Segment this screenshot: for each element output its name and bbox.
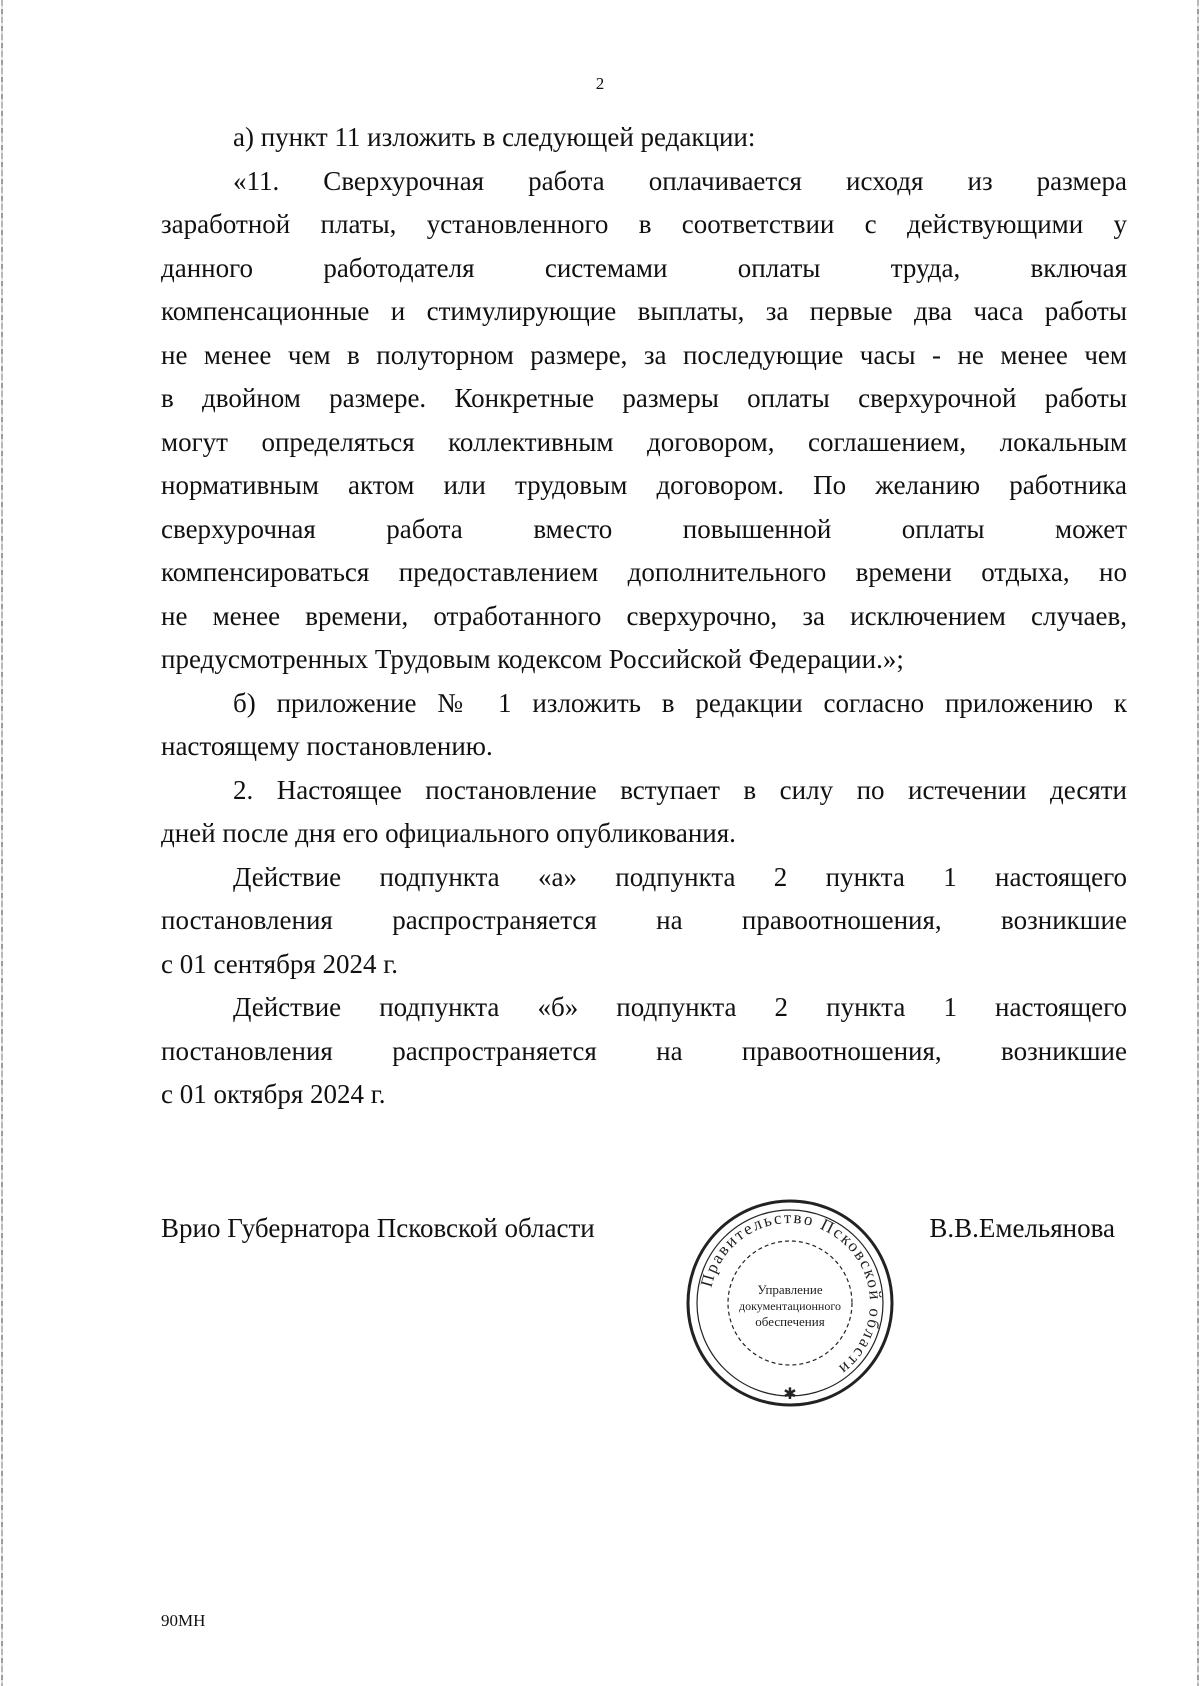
official-seal-stamp [684, 1197, 896, 1409]
paragraph-11-line: не менее чем в полуторном размере, за последующие часы - не менее чем [161, 339, 1127, 370]
paragraph-amendment-b-line: настоящему постановлению. [161, 731, 493, 761]
signer-position: Врио Губернатора Псковской области [161, 1213, 595, 1243]
paragraph-11-line: компенсироваться предоставлением дополнительного времени отдыха, но [161, 557, 1127, 587]
paragraph-11-line: сверхурочная работа вместо повышенной оплаты может [161, 513, 1127, 544]
page-number: 2 [595, 74, 605, 93]
paragraph-11-line: «11. Сверхурочная работа оплачивается исходя из размера [233, 165, 1127, 196]
seal-inner-text-line: документационного [739, 1299, 841, 1313]
paragraph-effect-a-line: с 01 сентября 2024 г. [161, 948, 399, 979]
seal-inner-text-line: обеспечения [755, 1314, 825, 1329]
paragraph-effect-b-line: постановления распространяется на правоотношения, возникшие [161, 1035, 1127, 1066]
paragraph-entry-into-force-line: 2. Настоящее постановление вступает в силу по истечении десяти [233, 774, 1127, 805]
signer-name: В.В.Емельянова [929, 1213, 1115, 1243]
paragraph-11-line: заработной платы, установленного в соответствии с действующими у [161, 209, 1127, 239]
paragraph-11-line: могут определяться коллективным договором, соглашением, локальным [161, 426, 1127, 457]
scan-edge-left [1, 0, 3, 1686]
paragraph-effect-b-line: с 01 октября 2024 г. [161, 1079, 386, 1109]
paragraph-effect-a-line: Действие подпункта «а» подпункта 2 пункта 1 настоящего [233, 861, 1127, 892]
registration-code: 90МН [161, 1611, 206, 1630]
scan-edge-right [1197, 0, 1199, 1686]
seal-star-icon: ✱ [783, 1384, 797, 1403]
paragraph-11-line: предусмотренных Трудовым кодексом Российской Федерации.»; [161, 644, 904, 674]
paragraph-11-line: в двойном размере. Конкретные размеры оплаты сверхурочной работы [161, 383, 1127, 413]
paragraph-11-line: не менее времени, отработанного сверхурочно, за исключением случаев, [161, 600, 1127, 631]
document-body [161, 116, 1127, 1117]
paragraph-11-line: данного работодателя системами оплаты труда, включая [161, 252, 1127, 283]
paragraph-effect-b-line: Действие подпункта «б» подпункта 2 пункта 1 настоящего [233, 992, 1127, 1022]
paragraph-11-line: компенсационные и стимулирующие выплаты, за первые два часа работы [161, 296, 1127, 326]
signature-block [161, 1213, 1127, 1273]
seal-outer-text-path: Правительство Псковской области [696, 1207, 886, 1380]
paragraph-amendment-b-line: б) приложение № 1 изложить в редакции согласно приложению к [233, 687, 1127, 718]
paragraph-entry-into-force-line: дней после дня его официального опубликования. [161, 818, 736, 848]
paragraph-11-line: нормативным актом или трудовым договором. По желанию работника [161, 470, 1127, 500]
paragraph-effect-a-line: постановления распространяется на правоотношения, возникшие [161, 905, 1127, 935]
seal-inner-text-line: Управление [757, 1282, 823, 1297]
paragraph-amendment-a: а) пункт 11 изложить в следующей редакции: [233, 122, 756, 152]
